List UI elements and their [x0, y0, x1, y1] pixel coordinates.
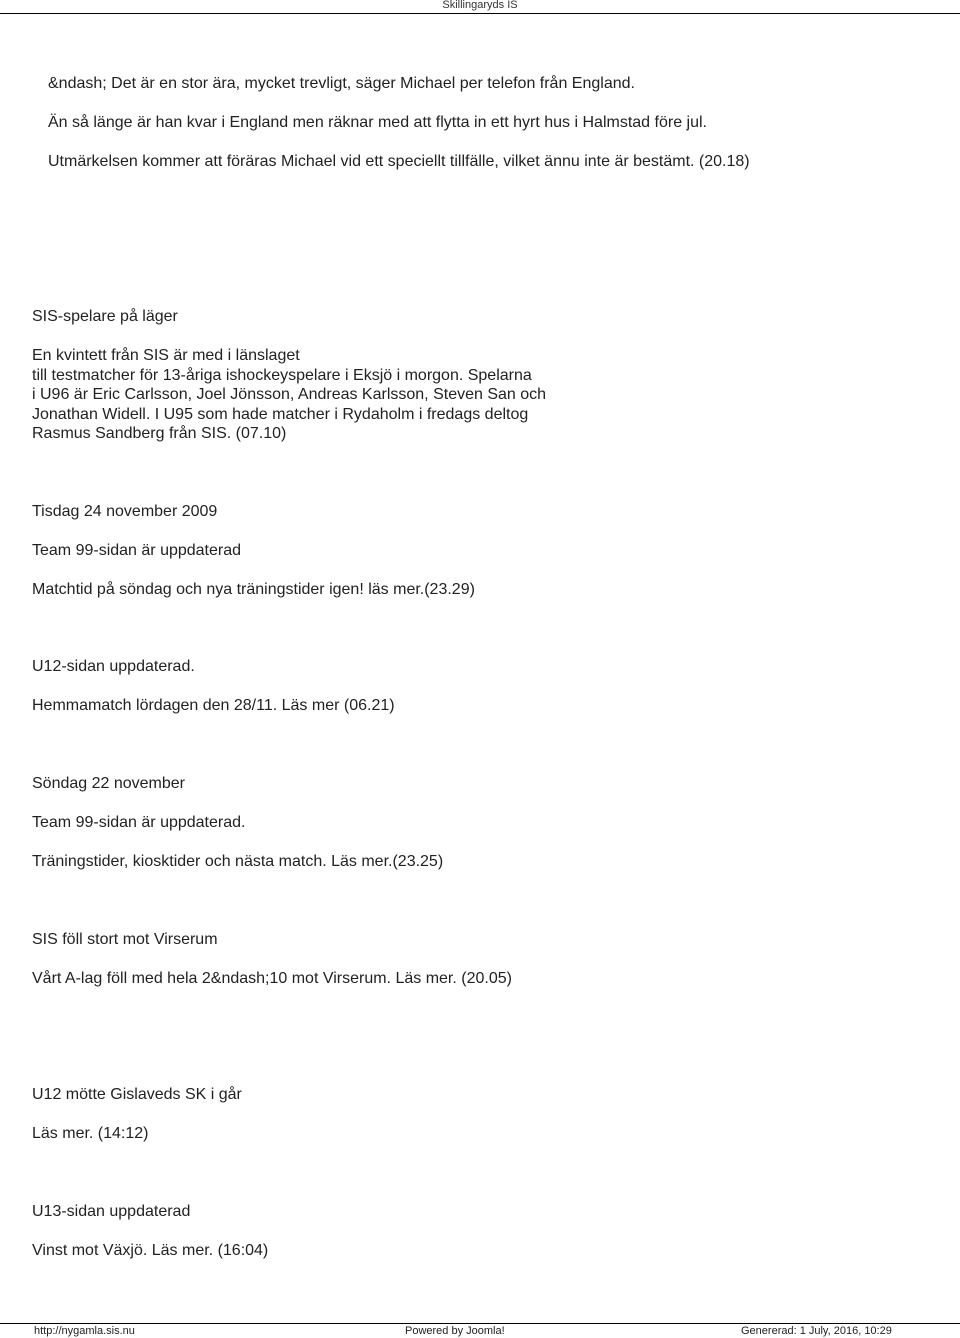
- u12-update-title: U12-sidan uppdaterad.: [32, 658, 195, 675]
- date-heading-sunday: Söndag 22 november: [32, 775, 185, 792]
- footer-powered-by: Powered by Joomla!: [405, 1325, 505, 1337]
- footer-divider: [0, 1323, 960, 1324]
- team99-update-title: Team 99-sidan är uppdaterad: [32, 542, 242, 559]
- news-camp-line-2: till testmatcher för 13-åriga ishockeyspelare i Eksjö i morgon. Spelarna: [32, 367, 532, 384]
- header-divider: [0, 13, 960, 14]
- intro-line-3: Utmärkelsen kommer att föräras Michael vid ett speciellt tillfälle, vilket ännu inte är bestämt. (20.18): [48, 153, 750, 170]
- u12-gislaved-text[interactable]: Läs mer. (14:12): [32, 1125, 149, 1142]
- team99-update-text[interactable]: Matchtid på söndag och nya träningstider igen! läs mer.(23.29): [32, 581, 475, 598]
- u12-gislaved-title: U12 mötte Gislaveds SK i går: [32, 1086, 242, 1103]
- footer-url[interactable]: http://nygamla.sis.nu: [34, 1325, 135, 1337]
- news-camp-line-4: Jonathan Widell. I U95 som hade matcher i Rydaholm i fredags deltog: [32, 406, 529, 423]
- intro-line-1: &ndash; Det är en stor ära, mycket trevligt, säger Michael per telefon från England.: [48, 75, 635, 92]
- u12-update-text[interactable]: Hemmamatch lördagen den 28/11. Läs mer (06.21): [32, 697, 395, 714]
- page-header: Skillingaryds IS: [442, 0, 518, 11]
- news-camp-line-1: En kvintett från SIS är med i länslaget: [32, 347, 300, 364]
- u13-update-text[interactable]: Vinst mot Växjö. Läs mer. (16:04): [32, 1242, 269, 1259]
- team99-sunday-text[interactable]: Träningstider, kiosktider och nästa match. Läs mer.(23.25): [32, 853, 444, 870]
- date-heading-tuesday: Tisdag 24 november 2009: [32, 503, 218, 520]
- virserum-match-title: SIS föll stort mot Virserum: [32, 931, 218, 948]
- news-camp-title: SIS-spelare på läger: [32, 308, 178, 325]
- team99-sunday-title: Team 99-sidan är uppdaterad.: [32, 814, 246, 831]
- news-camp-line-5: Rasmus Sandberg från SIS. (07.10): [32, 425, 287, 442]
- intro-line-2: Än så länge är han kvar i England men räknar med att flytta in ett hyrt hus i Halmstad före jul.: [48, 114, 707, 131]
- news-camp-line-3: i U96 är Eric Carlsson, Joel Jönsson, Andreas Karlsson, Steven San och: [32, 386, 547, 403]
- footer-generated: Genererad: 1 July, 2016, 10:29: [741, 1325, 892, 1337]
- u13-update-title: U13-sidan uppdaterad: [32, 1203, 191, 1220]
- virserum-match-text[interactable]: Vårt A-lag föll med hela 2&ndash;10 mot Virserum. Läs mer. (20.05): [32, 970, 512, 987]
